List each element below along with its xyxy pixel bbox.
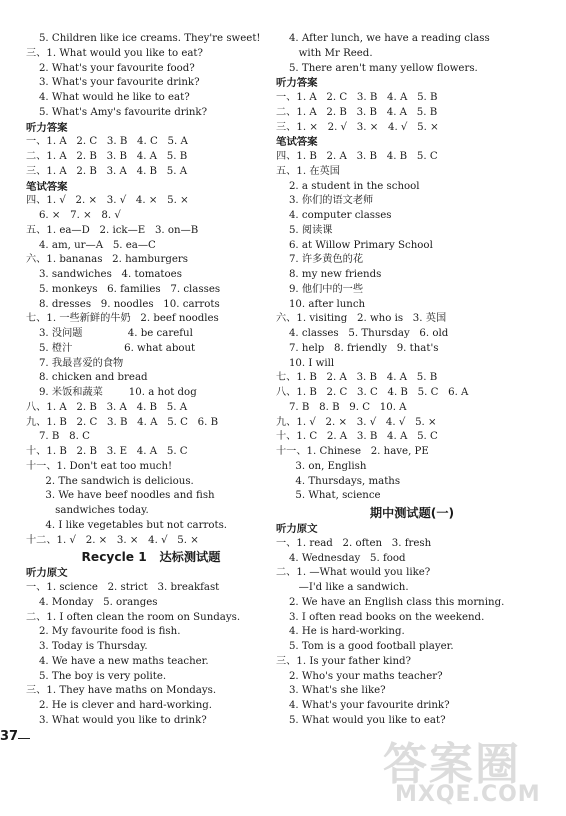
left-answer-line: 3. sandwiches 4. tomatoes <box>26 269 182 280</box>
left-answer-line: 二、1. A 2. B 3. B 4. A 5. B <box>26 151 188 162</box>
left-answer-line: 四、1. √ 2. × 3. √ 4. × 5. × <box>26 195 189 207</box>
left-answer-line: 2. The sandwich is delicious. <box>26 475 194 487</box>
left-answer-line: 三、1. What would you like to eat? <box>26 47 203 59</box>
left-answer-line: 三、1. A 2. B 3. A 4. B 5. A <box>26 165 188 177</box>
right-answer-line: 4. What's your favourite drink? <box>276 700 450 711</box>
right-answer-line: 4. Wednesday 5. food <box>276 552 406 564</box>
left-answer-line: 7. 我最喜爱的食物 <box>26 357 124 369</box>
right-answer-line: 6. at Willow Primary School <box>276 239 433 251</box>
right-answer-line: 5. 阅读课 <box>276 224 333 236</box>
right-answer-line: 一、1. read 2. often 3. fresh <box>276 537 432 549</box>
left-section-heading: 听力答案 <box>26 121 68 134</box>
left-answer-line: 九、1. B 2. C 3. B 4. A 5. C 6. B <box>26 416 219 428</box>
left-answer-line: 3. What would you like to drink? <box>26 714 207 726</box>
right-answer-line: 7. 许多黄色的花 <box>276 254 364 266</box>
left-test-title: Recycle 1 达标测试题 <box>81 550 221 565</box>
left-answer-line: 5. 橙汁 6. what about <box>26 342 196 354</box>
left-answer-line: 3. What's your favourite drink? <box>26 77 200 89</box>
right-answer-line: 4. After lunch, we have a reading class <box>276 33 490 44</box>
left-answer-line: 5. The boy is very polite. <box>26 670 167 682</box>
right-answer-line: 十一、1. Chinese 2. have, PE <box>276 446 429 457</box>
right-answer-line: 九、1. √ 2. × 3. √ 4. √ 5. × <box>276 416 437 428</box>
left-answer-line: 七、1. 一些新鲜的牛奶 2. beef noodles <box>26 313 219 325</box>
left-answer-line: 十、1. B 2. B 3. E 4. A 5. C <box>26 446 188 457</box>
left-answer-line: 2. What's your favourite food? <box>26 62 195 74</box>
left-answer-line: 6. × 7. × 8. √ <box>26 210 121 221</box>
left-answer-line: 十二、1. √ 2. × 3. × 4. √ 5. × <box>26 534 199 546</box>
right-answer-line: with Mr Reed. <box>276 47 373 59</box>
page-number: 37 <box>0 729 19 744</box>
right-answer-line: 5. What, science <box>276 490 381 502</box>
left-answer-line: 5. monkeys 6. families 7. classes <box>26 283 221 295</box>
left-answer-line: 2. My favourite food is fish. <box>26 626 181 638</box>
left-answer-line: 一、1. A 2. C 3. B 4. C 5. A <box>26 136 188 148</box>
watermark-large: 答案圈 <box>383 739 521 790</box>
left-answer-line: 8. dresses 9. noodles 10. carrots <box>26 298 220 310</box>
left-answer-line: 3. 没问题 4. be careful <box>26 328 193 339</box>
right-answer-line: 二、1. —What would you like? <box>276 567 431 579</box>
right-answer-line: 3. I often read books on the weekend. <box>276 611 485 623</box>
right-answer-line: —I'd like a sandwich. <box>276 582 409 593</box>
left-answer-line: 3. Today is Thursday. <box>26 641 148 652</box>
right-answer-line: 一、1. A 2. C 3. B 4. A 5. B <box>276 92 438 103</box>
left-answer-line: 3. We have beef noodles and fish <box>26 490 215 502</box>
left-answer-line: 五、1. ea—D 2. ick—E 3. on—B <box>26 224 199 236</box>
right-answer-line: 2. Who's your maths teacher? <box>276 670 443 682</box>
right-section-heading: 笔试答案 <box>276 136 318 149</box>
right-section-heading: 听力答案 <box>276 77 318 90</box>
left-answer-line: 7. B 8. C <box>26 431 90 443</box>
right-answer-line: 七、1. B 2. A 3. B 4. A 5. B <box>276 372 438 384</box>
right-answer-line: 4. classes 5. Thursday 6. old <box>276 328 449 339</box>
right-answer-line: 7. B 8. B 9. C 10. A <box>276 401 407 413</box>
right-answer-line: 三、1. × 2. √ 3. × 4. √ 5. × <box>276 121 439 133</box>
left-answer-line: 六、1. bananas 2. hamburgers <box>26 254 188 266</box>
left-section-heading: 笔试答案 <box>26 180 68 193</box>
left-answer-line: 4. am, ur—A 5. ea—C <box>26 239 156 251</box>
right-answer-line: 二、1. A 2. B 3. B 4. A 5. B <box>276 106 438 118</box>
right-answer-line: 3. What's she like? <box>276 685 386 697</box>
right-answer-line: 5. What would you like to eat? <box>276 714 446 726</box>
right-answer-line: 8. my new friends <box>276 269 382 280</box>
right-answer-line: 4. Thursdays, maths <box>276 475 401 487</box>
right-answer-line: 4. computer classes <box>276 210 392 221</box>
left-answer-line: 4. We have a new maths teacher. <box>26 655 209 667</box>
right-answer-line: 9. 他们中的一些 <box>276 283 364 295</box>
right-answer-line: 十、1. C 2. A 3. B 4. A 5. C <box>276 431 438 443</box>
left-answer-line: 9. 米饭和蔬菜 10. a hot dog <box>26 387 197 398</box>
left-answer-line: 5. What's Amy's favourite drink? <box>26 106 208 118</box>
right-answer-line: 六、1. visiting 2. who is 3. 英国 <box>276 313 447 325</box>
right-answer-line: 4. He is hard-working. <box>276 626 405 638</box>
right-answer-line: 2. We have an English class this morning. <box>276 596 505 608</box>
right-answer-line: 5. There aren't many yellow flowers. <box>276 62 478 74</box>
right-answer-line: 3. 你们的语文老师 <box>276 195 374 207</box>
left-answer-line: sandwiches today. <box>26 505 149 516</box>
right-answer-line: 5. Tom is a good football player. <box>276 641 454 652</box>
left-answer-line: 一、1. science 2. strict 3. breakfast <box>26 582 220 593</box>
left-answer-line: 8. chicken and bread <box>26 372 148 384</box>
left-answer-line: 4. I like vegetables but not carrots. <box>26 519 228 531</box>
right-answer-line: 3. on, English <box>276 460 367 472</box>
right-answer-line: 五、1. 在英国 <box>276 165 340 177</box>
right-answer-line: 10. I will <box>276 357 335 369</box>
left-answer-line: 2. He is clever and hard-working. <box>26 700 213 711</box>
left-section-heading: 听力原文 <box>26 567 68 580</box>
watermark <box>383 728 553 810</box>
left-answer-line: 4. Monday 5. oranges <box>26 596 158 608</box>
left-answer-line: 4. What would he like to eat? <box>26 92 190 103</box>
left-answer-line: 十一、1. Don't eat too much! <box>26 460 173 472</box>
left-answer-line: 二、1. I often clean the room on Sundays. <box>26 611 241 623</box>
left-answer-line: 三、1. They have maths on Mondays. <box>26 685 217 697</box>
right-test-title: 期中测试题(一) <box>369 506 455 520</box>
page-number-rule <box>18 738 30 739</box>
right-column <box>276 32 548 729</box>
right-answer-line: 三、1. Is your father kind? <box>276 655 411 667</box>
watermark-small: MXQE.COM <box>395 782 541 807</box>
left-answer-line: 八、1. A 2. B 3. A 4. B 5. A <box>26 401 188 413</box>
left-column <box>26 32 276 729</box>
right-answer-line: 10. after lunch <box>276 298 366 310</box>
right-answer-line: 四、1. B 2. A 3. B 4. B 5. C <box>276 151 438 162</box>
left-answer-line: 5. Children like ice creams. They're sweet! <box>26 33 261 44</box>
right-section-heading: 听力原文 <box>276 523 318 535</box>
right-answer-line: 7. help 8. friendly 9. that's <box>276 342 439 354</box>
right-answer-line: 2. a student in the school <box>276 180 420 192</box>
right-answer-line: 八、1. B 2. C 3. C 4. B 5. C 6. A <box>276 387 469 398</box>
